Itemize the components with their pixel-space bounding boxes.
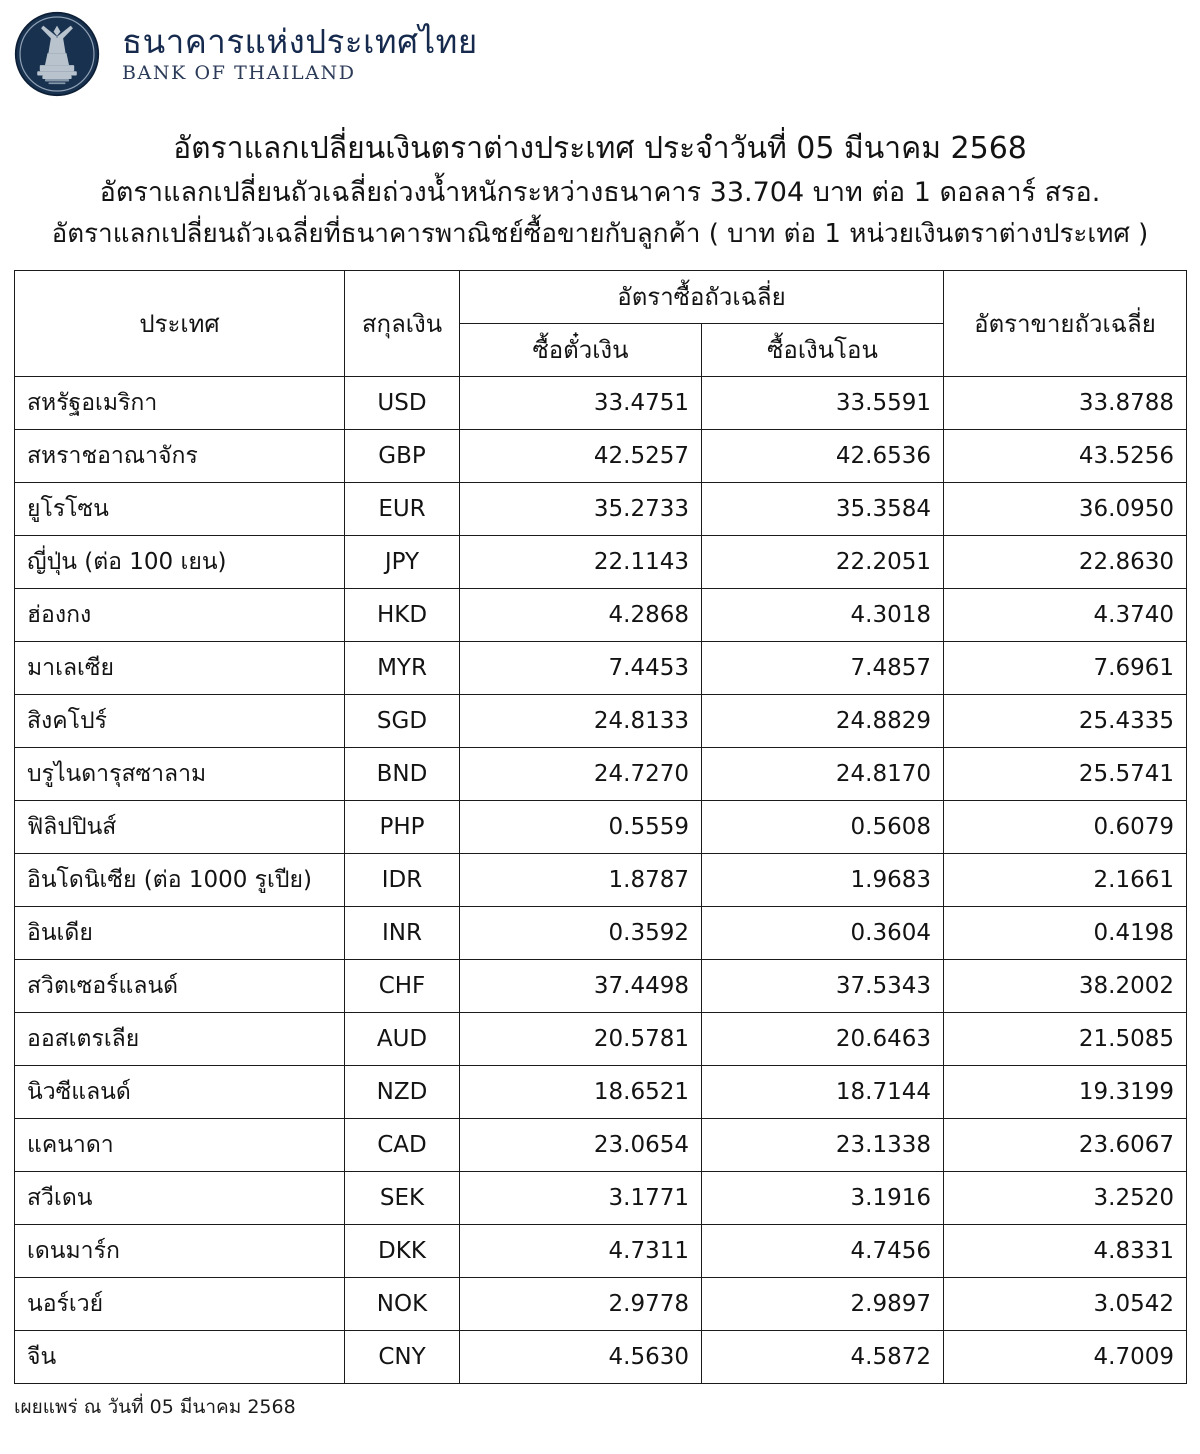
table-row bbox=[15, 959, 1187, 1012]
cell-buying-transfer: 35.3584 bbox=[702, 482, 944, 535]
header-row-primary bbox=[15, 270, 1187, 323]
cell-selling-rate: 0.6079 bbox=[944, 800, 1187, 853]
cell-country: บรูไนดารุสซาลาม bbox=[15, 747, 345, 800]
cell-country: สิงคโปร์ bbox=[15, 694, 345, 747]
cell-currency-code: NOK bbox=[345, 1277, 460, 1330]
table-row bbox=[15, 1330, 1187, 1383]
cell-selling-rate: 25.5741 bbox=[944, 747, 1187, 800]
cell-buying-transfer: 0.3604 bbox=[702, 906, 944, 959]
cell-buying-transfer: 4.3018 bbox=[702, 588, 944, 641]
cell-buying-transfer: 20.6463 bbox=[702, 1012, 944, 1065]
table-row bbox=[15, 747, 1187, 800]
commercial-bank-rates-subtitle: อัตราแลกเปลี่ยนถัวเฉลี่ยที่ธนาคารพาณิชย์ซื้อขายกับลูกค้า ( บาท ต่อ 1 หน่วยเงินตราต่างประเทศ ) bbox=[51, 219, 1149, 250]
cell-country: ยูโรโซน bbox=[15, 482, 345, 535]
cell-selling-rate: 4.8331 bbox=[944, 1224, 1187, 1277]
cell-buying-sight-bill: 33.4751 bbox=[460, 376, 702, 429]
cell-currency-code: HKD bbox=[345, 588, 460, 641]
brand-name-english: BANK OF THAILAND bbox=[122, 62, 356, 84]
cell-currency-code: MYR bbox=[345, 641, 460, 694]
cell-selling-rate: 25.4335 bbox=[944, 694, 1187, 747]
cell-country: เดนมาร์ก bbox=[15, 1224, 345, 1277]
table-row bbox=[15, 588, 1187, 641]
cell-buying-transfer: 23.1338 bbox=[702, 1118, 944, 1171]
cell-buying-transfer: 37.5343 bbox=[702, 959, 944, 1012]
header-currency: สกุลเงิน bbox=[345, 270, 460, 376]
table-row bbox=[15, 641, 1187, 694]
cell-selling-rate: 0.4198 bbox=[944, 906, 1187, 959]
cell-country: สหราชอาณาจักร bbox=[15, 429, 345, 482]
cell-buying-transfer: 22.2051 bbox=[702, 535, 944, 588]
cell-buying-sight-bill: 20.5781 bbox=[460, 1012, 702, 1065]
cell-selling-rate: 22.8630 bbox=[944, 535, 1187, 588]
cell-buying-transfer: 1.9683 bbox=[702, 853, 944, 906]
cell-buying-transfer: 7.4857 bbox=[702, 641, 944, 694]
cell-currency-code: USD bbox=[345, 376, 460, 429]
cell-buying-sight-bill: 22.1143 bbox=[460, 535, 702, 588]
cell-buying-sight-bill: 18.6521 bbox=[460, 1065, 702, 1118]
cell-currency-code: CNY bbox=[345, 1330, 460, 1383]
cell-selling-rate: 43.5256 bbox=[944, 429, 1187, 482]
table-row bbox=[15, 482, 1187, 535]
cell-buying-sight-bill: 24.8133 bbox=[460, 694, 702, 747]
cell-country: นอร์เวย์ bbox=[15, 1277, 345, 1330]
cell-buying-transfer: 18.7144 bbox=[702, 1065, 944, 1118]
cell-selling-rate: 4.7009 bbox=[944, 1330, 1187, 1383]
header-buying-sight-bill: ซื้อตั๋วเงิน bbox=[460, 323, 702, 376]
cell-currency-code: GBP bbox=[345, 429, 460, 482]
header-buying-group: อัตราซื้อถัวเฉลี่ย bbox=[460, 270, 944, 323]
cell-currency-code: CHF bbox=[345, 959, 460, 1012]
cell-selling-rate: 21.5085 bbox=[944, 1012, 1187, 1065]
cell-currency-code: SEK bbox=[345, 1171, 460, 1224]
cell-selling-rate: 36.0950 bbox=[944, 482, 1187, 535]
cell-buying-transfer: 2.9897 bbox=[702, 1277, 944, 1330]
cell-selling-rate: 19.3199 bbox=[944, 1065, 1187, 1118]
table-row bbox=[15, 1277, 1187, 1330]
cell-buying-sight-bill: 2.9778 bbox=[460, 1277, 702, 1330]
cell-buying-transfer: 3.1916 bbox=[702, 1171, 944, 1224]
cell-buying-sight-bill: 4.5630 bbox=[460, 1330, 702, 1383]
cell-country: อินโดนิเซีย (ต่อ 1000 รูเปีย) bbox=[15, 853, 345, 906]
cell-buying-transfer: 24.8170 bbox=[702, 747, 944, 800]
cell-buying-sight-bill: 0.5559 bbox=[460, 800, 702, 853]
cell-buying-transfer: 4.5872 bbox=[702, 1330, 944, 1383]
cell-buying-sight-bill: 1.8787 bbox=[460, 853, 702, 906]
published-date-note: เผยแพร่ ณ วันที่ 05 มีนาคม 2568 bbox=[14, 1395, 296, 1418]
cell-currency-code: SGD bbox=[345, 694, 460, 747]
cell-country: ออสเตรเลีย bbox=[15, 1012, 345, 1065]
cell-buying-sight-bill: 23.0654 bbox=[460, 1118, 702, 1171]
exchange-rate-table bbox=[14, 270, 1187, 1384]
page-title-block bbox=[0, 96, 1200, 251]
brand-header bbox=[0, 0, 1200, 96]
cell-buying-sight-bill: 42.5257 bbox=[460, 429, 702, 482]
cell-currency-code: DKK bbox=[345, 1224, 460, 1277]
cell-currency-code: IDR bbox=[345, 853, 460, 906]
table-row bbox=[15, 694, 1187, 747]
cell-buying-sight-bill: 0.3592 bbox=[460, 906, 702, 959]
table-row bbox=[15, 800, 1187, 853]
table-row bbox=[15, 1171, 1187, 1224]
table-row bbox=[15, 1012, 1187, 1065]
cell-buying-sight-bill: 37.4498 bbox=[460, 959, 702, 1012]
cell-selling-rate: 33.8788 bbox=[944, 376, 1187, 429]
table-row bbox=[15, 1224, 1187, 1277]
table-row bbox=[15, 429, 1187, 482]
cell-buying-transfer: 4.7456 bbox=[702, 1224, 944, 1277]
cell-buying-transfer: 33.5591 bbox=[702, 376, 944, 429]
cell-selling-rate: 2.1661 bbox=[944, 853, 1187, 906]
cell-country: ฮ่องกง bbox=[15, 588, 345, 641]
cell-buying-sight-bill: 4.2868 bbox=[460, 588, 702, 641]
cell-country: แคนาดา bbox=[15, 1118, 345, 1171]
page-title: อัตราแลกเปลี่ยนเงินตราต่างประเทศ ประจำวันที่ 05 มีนาคม 2568 bbox=[173, 131, 1027, 166]
table-row bbox=[15, 1065, 1187, 1118]
interbank-weighted-average-subtitle: อัตราแลกเปลี่ยนถัวเฉลี่ยถ่วงน้ำหนักระหว่างธนาคาร 33.704 บาท ต่อ 1 ดอลลาร์ สรอ. bbox=[99, 176, 1101, 208]
cell-buying-transfer: 42.6536 bbox=[702, 429, 944, 482]
cell-country: นิวซีแลนด์ bbox=[15, 1065, 345, 1118]
cell-currency-code: NZD bbox=[345, 1065, 460, 1118]
cell-selling-rate: 4.3740 bbox=[944, 588, 1187, 641]
cell-selling-rate: 3.2520 bbox=[944, 1171, 1187, 1224]
header-selling-rate: อัตราขายถัวเฉลี่ย bbox=[944, 270, 1187, 376]
cell-currency-code: AUD bbox=[345, 1012, 460, 1065]
cell-buying-sight-bill: 4.7311 bbox=[460, 1224, 702, 1277]
table-row bbox=[15, 535, 1187, 588]
cell-country: ฟิลิปปินส์ bbox=[15, 800, 345, 853]
cell-country: สวิตเซอร์แลนด์ bbox=[15, 959, 345, 1012]
cell-buying-sight-bill: 35.2733 bbox=[460, 482, 702, 535]
cell-currency-code: BND bbox=[345, 747, 460, 800]
cell-currency-code: PHP bbox=[345, 800, 460, 853]
cell-country: สวีเดน bbox=[15, 1171, 345, 1224]
table-body bbox=[15, 376, 1187, 1383]
cell-currency-code: EUR bbox=[345, 482, 460, 535]
cell-buying-sight-bill: 3.1771 bbox=[460, 1171, 702, 1224]
cell-country: จีน bbox=[15, 1330, 345, 1383]
header-country: ประเทศ bbox=[15, 270, 345, 376]
cell-selling-rate: 38.2002 bbox=[944, 959, 1187, 1012]
cell-currency-code: JPY bbox=[345, 535, 460, 588]
cell-buying-transfer: 0.5608 bbox=[702, 800, 944, 853]
cell-buying-sight-bill: 24.7270 bbox=[460, 747, 702, 800]
cell-country: อินเดีย bbox=[15, 906, 345, 959]
bank-of-thailand-seal-icon bbox=[14, 11, 100, 97]
cell-selling-rate: 23.6067 bbox=[944, 1118, 1187, 1171]
cell-buying-sight-bill: 7.4453 bbox=[460, 641, 702, 694]
brand-text-block bbox=[122, 22, 478, 84]
exchange-rate-table-container bbox=[14, 270, 1186, 1384]
table-row bbox=[15, 853, 1187, 906]
table-row bbox=[15, 1118, 1187, 1171]
cell-selling-rate: 7.6961 bbox=[944, 641, 1187, 694]
cell-currency-code: CAD bbox=[345, 1118, 460, 1171]
table-row bbox=[15, 906, 1187, 959]
cell-country: สหรัฐอเมริกา bbox=[15, 376, 345, 429]
brand-name-thai: ธนาคารแห่งประเทศไทย bbox=[122, 22, 478, 61]
cell-country: มาเลเซีย bbox=[15, 641, 345, 694]
cell-country: ญี่ปุ่น (ต่อ 100 เยน) bbox=[15, 535, 345, 588]
header-buying-transfer: ซื้อเงินโอน bbox=[702, 323, 944, 376]
cell-currency-code: INR bbox=[345, 906, 460, 959]
cell-buying-transfer: 24.8829 bbox=[702, 694, 944, 747]
table-header bbox=[15, 270, 1187, 376]
table-row bbox=[15, 376, 1187, 429]
cell-selling-rate: 3.0542 bbox=[944, 1277, 1187, 1330]
